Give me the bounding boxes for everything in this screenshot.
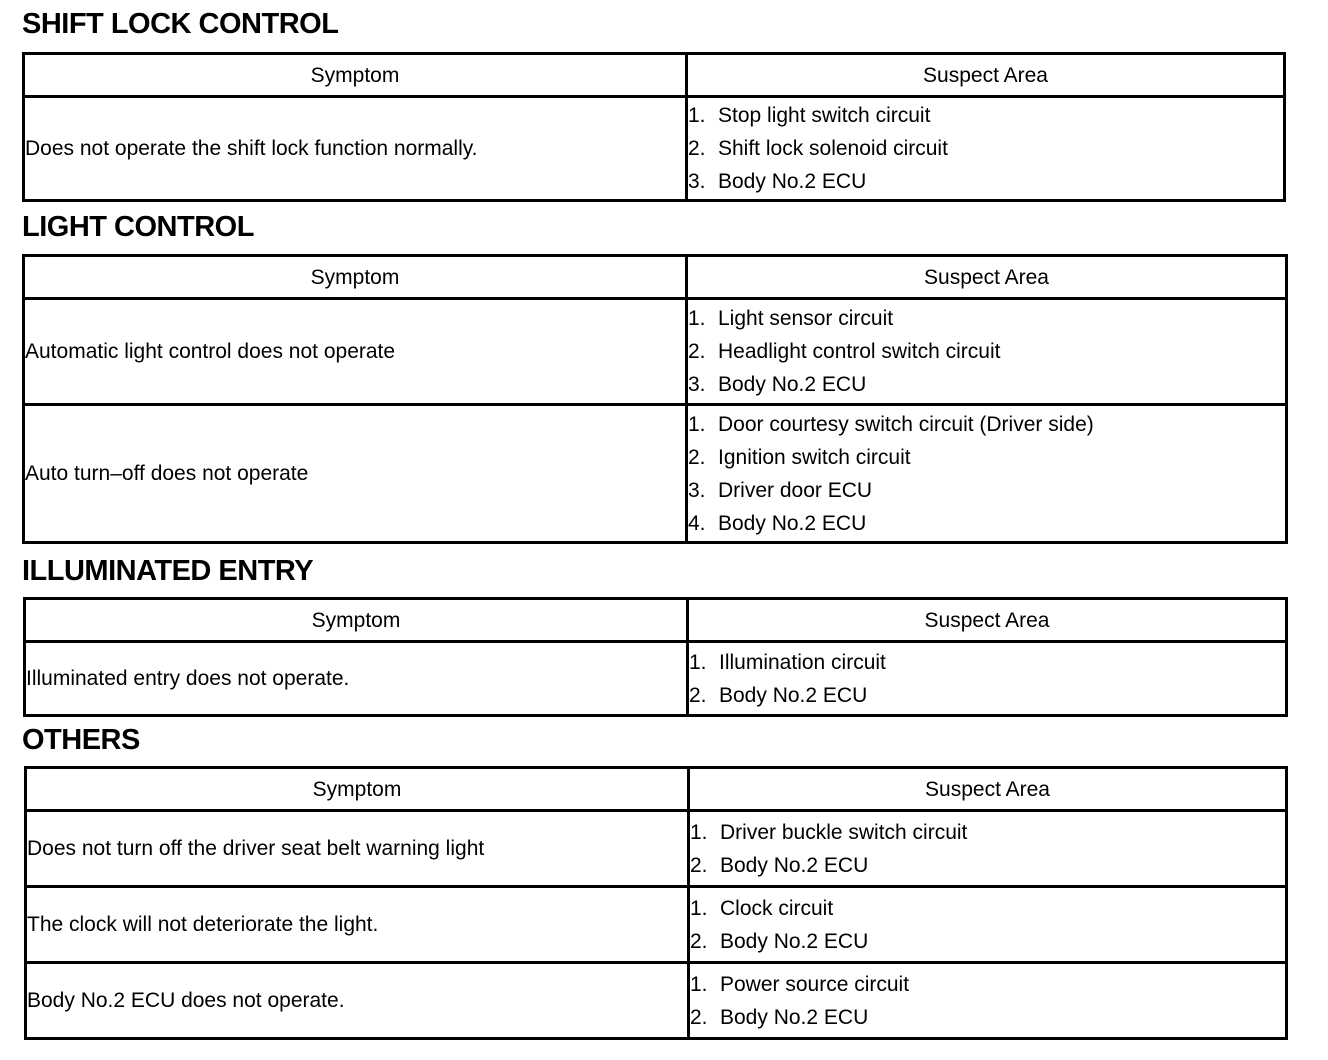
suspect-item [688,441,1285,474]
illuminated-entry-table [23,597,1288,717]
suspect-list [690,968,1285,1034]
suspect-area-cell [689,887,1287,963]
suspect-item [688,165,1283,198]
symptom-cell: The clock will not deteriorate the light. [26,887,689,963]
suspect-item-number: 2. [688,137,706,160]
table-row [26,963,1287,1039]
section-title-shift-lock-control: SHIFT LOCK CONTROL [22,8,339,40]
suspect-area-cell [687,97,1285,201]
suspect-item [690,925,1285,958]
suspect-item [688,302,1285,335]
suspect-area-header: Suspect Area [687,256,1287,299]
suspect-item-text: Body No.2 ECU [720,1005,869,1029]
suspect-item [688,507,1285,540]
suspect-item-text: Body No.2 ECU [720,929,869,953]
others-table [24,766,1288,1040]
suspect-item-text: Illumination circuit [719,650,886,674]
suspect-item-number: 2. [689,683,707,707]
symptom-cell: Automatic light control does not operate [24,299,687,405]
suspect-item-text: Body No.2 ECU [719,683,868,707]
suspect-item-number: 1. [689,650,707,674]
suspect-item-number: 1. [688,412,706,436]
suspect-item-number: 2. [688,340,706,363]
suspect-item-text: Power source circuit [720,972,910,996]
table-row [24,299,1287,405]
suspect-item [688,368,1285,401]
suspect-item [688,132,1283,165]
suspect-item-number: 3. [688,373,706,396]
symptom-cell: Does not turn off the driver seat belt warning light [26,811,689,887]
table-header-row [25,599,1287,642]
symptom-header: Symptom [24,54,687,97]
table-row [26,811,1287,887]
suspect-area-cell [687,405,1287,543]
suspect-item-text: Driver door ECU [718,478,873,502]
suspect-item-number: 1. [688,307,706,330]
suspect-list [688,408,1285,540]
suspect-item-text: Stop light switch circuit [718,104,931,127]
suspect-item [690,816,1285,849]
light-control-table [22,254,1288,544]
suspect-item [690,849,1285,882]
table-row [25,642,1287,716]
table-row [26,887,1287,963]
symptom-cell: Illuminated entry does not operate. [25,642,688,716]
table-header-row [24,54,1285,97]
suspect-item-number: 1. [690,972,708,996]
suspect-area-cell [688,642,1287,716]
suspect-area-cell [687,299,1287,405]
symptom-cell: Auto turn–off does not operate [24,405,687,543]
table-header-row [26,768,1287,811]
suspect-item-text: Ignition switch circuit [718,445,911,469]
suspect-area-header: Suspect Area [689,768,1287,811]
symptom-header: Symptom [25,599,688,642]
table-row [24,405,1287,543]
table-row [24,97,1285,201]
section-title-light-control: LIGHT CONTROL [22,211,254,243]
suspect-item-text: Body No.2 ECU [720,853,869,877]
suspect-list [688,99,1283,198]
section-title-illuminated-entry: ILLUMINATED ENTRY [22,555,314,587]
suspect-area-cell [689,963,1287,1039]
suspect-area-cell [689,811,1287,887]
suspect-area-header: Suspect Area [688,599,1287,642]
suspect-item-text: Body No.2 ECU [718,170,867,193]
suspect-item-number: 4. [688,511,706,535]
suspect-item-number: 2. [690,853,708,877]
suspect-list [690,892,1285,958]
suspect-item [690,1001,1285,1034]
symptom-header: Symptom [24,256,687,299]
suspect-item-text: Body No.2 ECU [718,511,867,535]
suspect-list [689,646,1285,712]
suspect-area-header: Suspect Area [687,54,1285,97]
section-title-others: OTHERS [22,724,140,756]
suspect-item-number: 1. [690,820,708,844]
symptom-cell: Does not operate the shift lock function normally. [24,97,687,201]
suspect-item-number: 3. [688,170,706,193]
suspect-item-number: 1. [690,896,708,920]
suspect-item [688,99,1283,132]
suspect-item-text: Shift lock solenoid circuit [718,137,948,160]
suspect-item-number: 1. [688,104,706,127]
suspect-item [688,335,1285,368]
suspect-item-text: Headlight control switch circuit [718,340,1001,363]
suspect-item-text: Driver buckle switch circuit [720,820,968,844]
suspect-item-text: Light sensor circuit [718,307,894,330]
suspect-item-number: 2. [690,929,708,953]
symptom-cell: Body No.2 ECU does not operate. [26,963,689,1039]
suspect-item [689,679,1285,712]
suspect-item [688,408,1285,441]
suspect-item-text: Door courtesy switch circuit (Driver side) [718,412,1094,436]
suspect-item-number: 2. [690,1005,708,1029]
suspect-item [688,474,1285,507]
suspect-list [688,302,1285,401]
suspect-item-number: 2. [688,445,706,469]
suspect-item [690,892,1285,925]
table-header-row [24,256,1287,299]
suspect-item [689,646,1285,679]
suspect-item-text: Body No.2 ECU [718,373,867,396]
suspect-item-number: 3. [688,478,706,502]
shift-lock-control-table [22,52,1286,202]
suspect-item [690,968,1285,1001]
suspect-list [690,816,1285,882]
suspect-item-text: Clock circuit [720,896,834,920]
symptom-header: Symptom [26,768,689,811]
